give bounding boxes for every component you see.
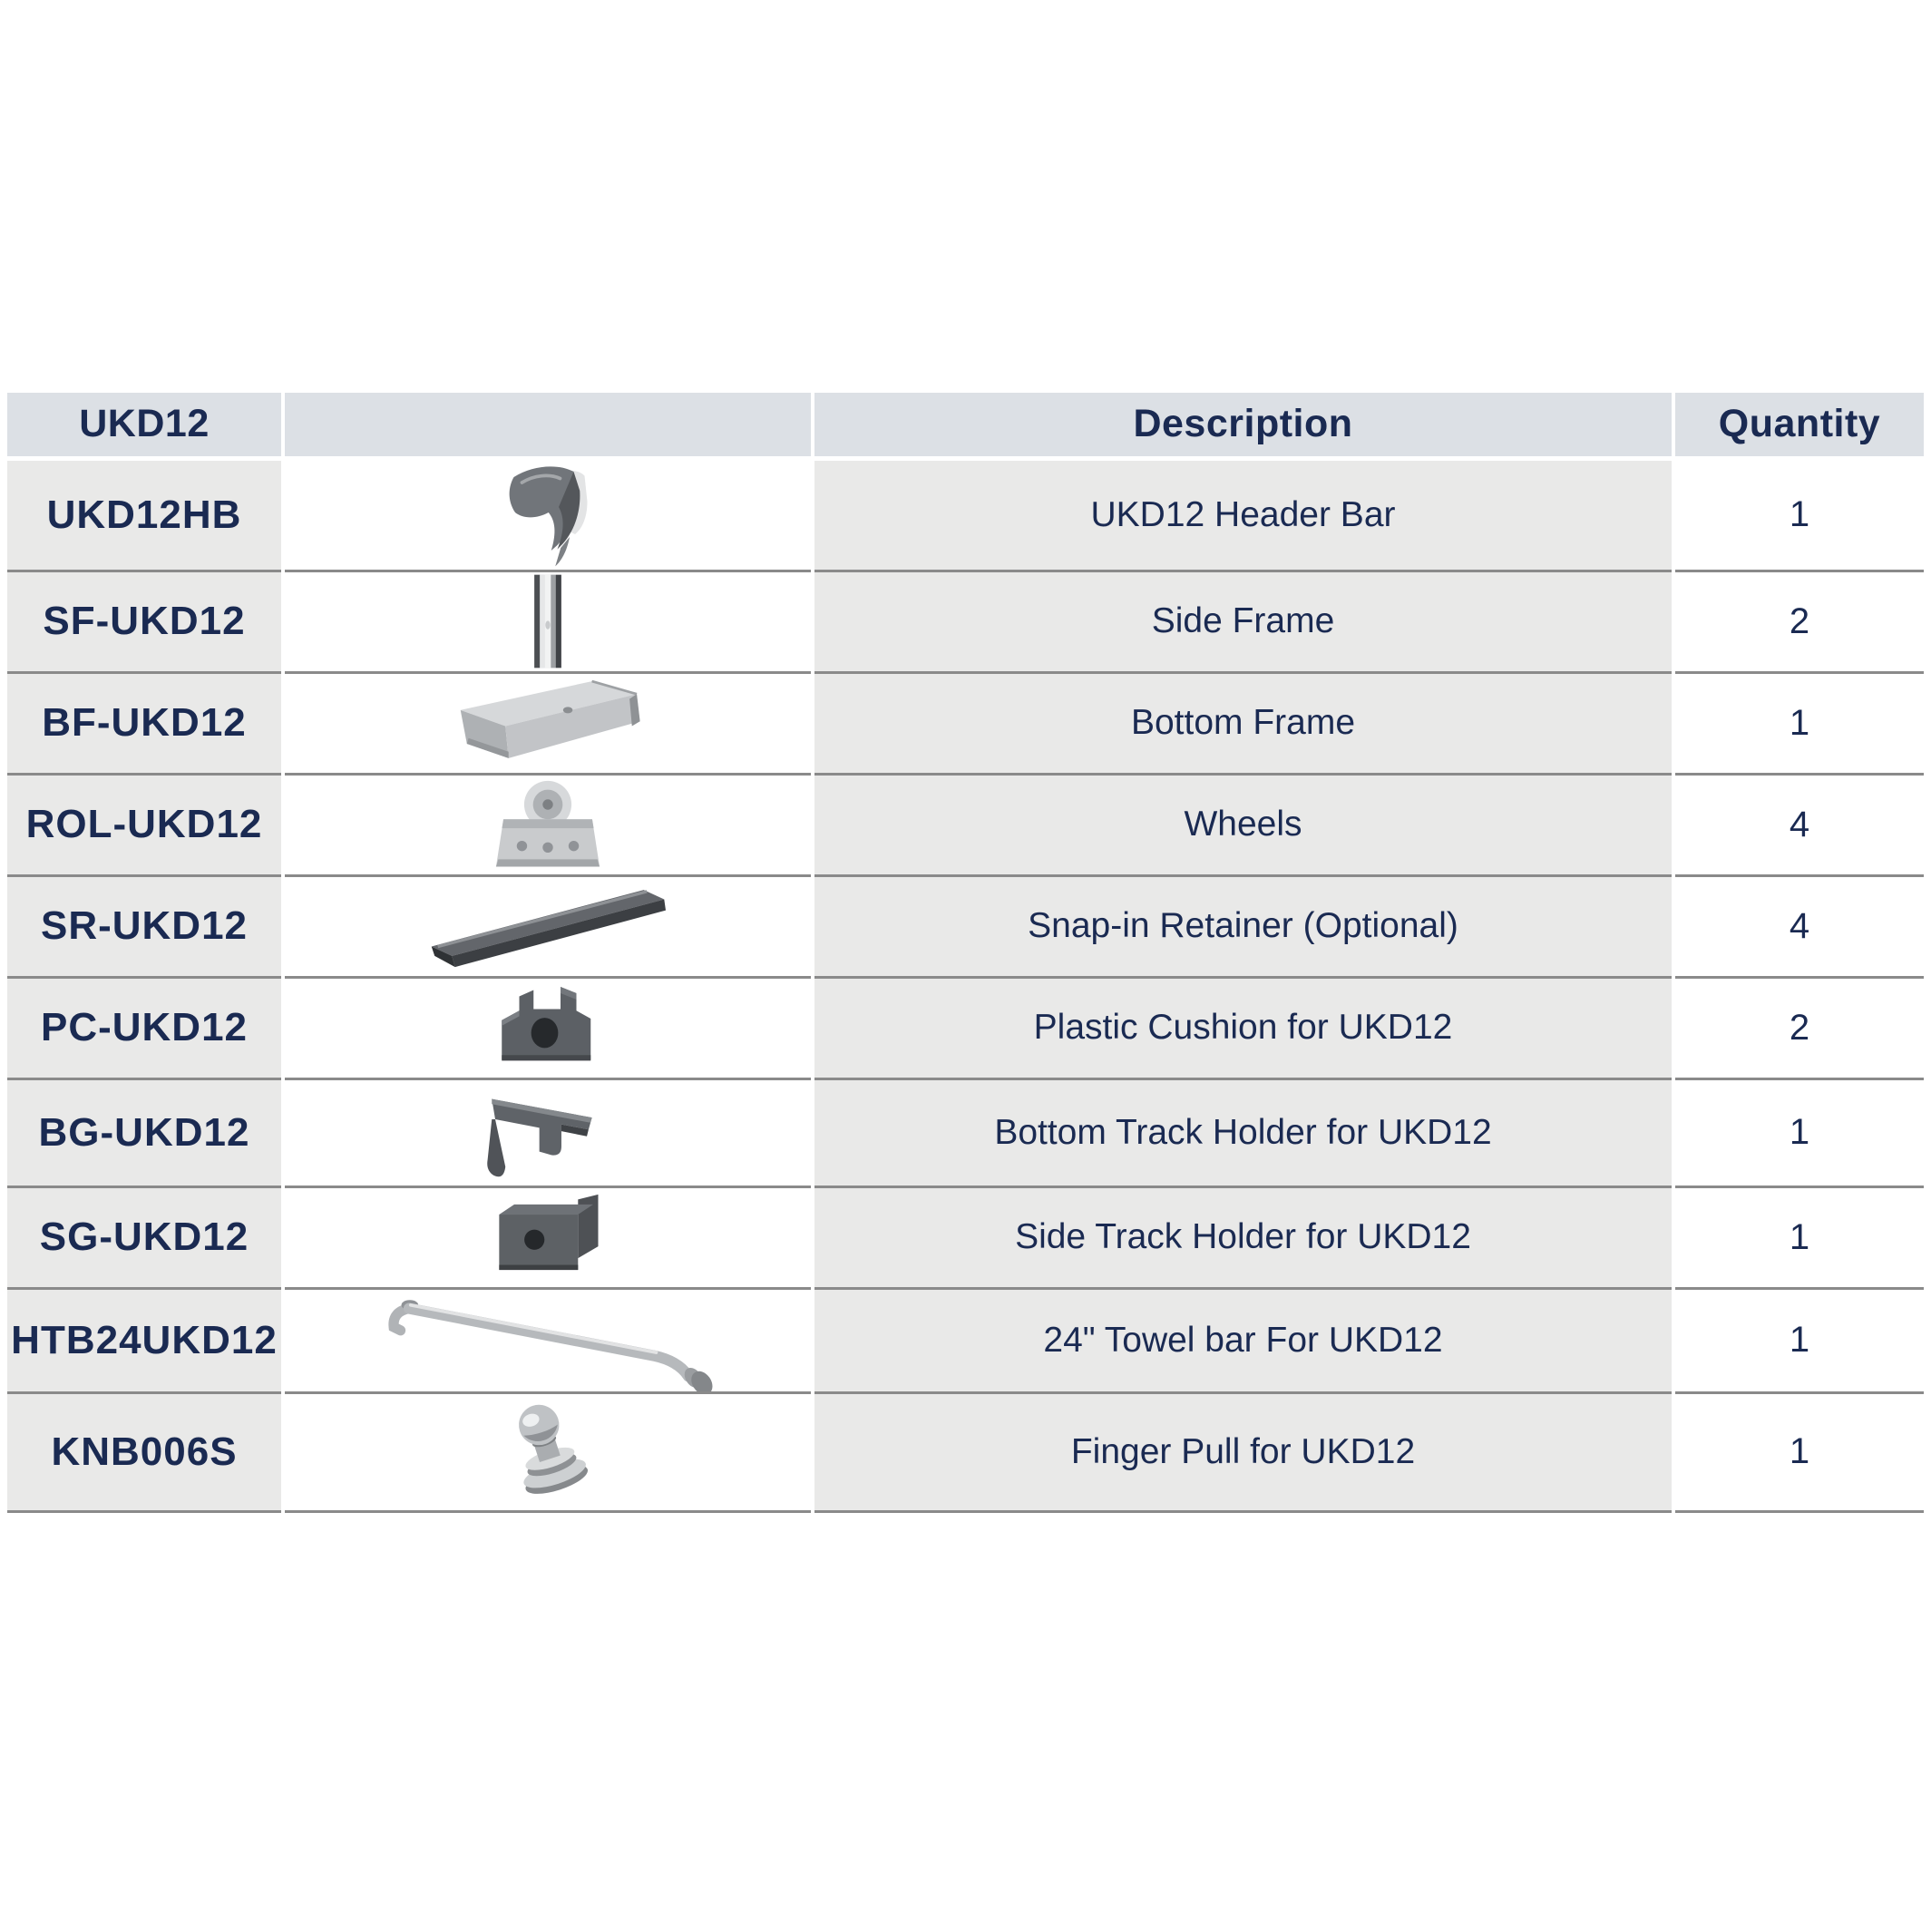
part-image-cell xyxy=(283,875,813,977)
description-cell: Side Track Holder for UKD12 xyxy=(813,1186,1673,1288)
column-header-quantity: Quantity xyxy=(1673,393,1924,458)
table-row xyxy=(7,571,1924,672)
column-header-image xyxy=(283,393,813,458)
side-track-holder-image xyxy=(481,1191,615,1283)
snap-in-retainer-image xyxy=(407,879,688,973)
quantity-cell: 4 xyxy=(1673,774,1924,875)
quantity-cell: 1 xyxy=(1673,1288,1924,1392)
table-row xyxy=(7,1186,1924,1288)
column-header-part-number: UKD12 xyxy=(7,393,283,458)
part-number-cell: BG-UKD12 xyxy=(7,1078,283,1186)
bottom-track-holder-image xyxy=(480,1080,616,1186)
quantity-cell: 1 xyxy=(1673,1392,1924,1511)
part-image-cell xyxy=(283,458,813,571)
description-cell: Wheels xyxy=(813,774,1673,875)
description-cell: Snap-in Retainer (Optional) xyxy=(813,875,1673,977)
quantity-cell: 1 xyxy=(1673,672,1924,774)
table-row xyxy=(7,875,1924,977)
part-image-cell xyxy=(283,1288,813,1392)
part-number-cell: ROL-UKD12 xyxy=(7,774,283,875)
part-number-cell: PC-UKD12 xyxy=(7,977,283,1078)
quantity-cell: 2 xyxy=(1673,977,1924,1078)
part-image-cell xyxy=(283,571,813,672)
table-row xyxy=(7,1078,1924,1186)
bottom-frame-image xyxy=(444,675,652,771)
quantity-cell: 1 xyxy=(1673,1078,1924,1186)
part-number-cell: SG-UKD12 xyxy=(7,1186,283,1288)
parts-table-body xyxy=(7,458,1924,1511)
parts-table xyxy=(7,393,1924,1513)
quantity-cell: 1 xyxy=(1673,1186,1924,1288)
part-number-cell: KNB006S xyxy=(7,1392,283,1511)
table-row xyxy=(7,458,1924,571)
header-row xyxy=(7,393,1924,458)
header-bar-image xyxy=(493,461,602,570)
part-image-cell xyxy=(283,1186,813,1288)
description-cell: UKD12 Header Bar xyxy=(813,458,1673,571)
part-number-cell: SR-UKD12 xyxy=(7,875,283,977)
table-row xyxy=(7,672,1924,774)
part-image-cell xyxy=(283,1392,813,1511)
part-image-cell xyxy=(283,774,813,875)
description-cell: 24" Towel bar For UKD12 xyxy=(813,1288,1673,1392)
description-cell: Plastic Cushion for UKD12 xyxy=(813,977,1673,1078)
table-row xyxy=(7,1392,1924,1511)
description-cell: Bottom Track Holder for UKD12 xyxy=(813,1078,1673,1186)
parts-table-header xyxy=(7,393,1924,458)
table-row xyxy=(7,774,1924,875)
part-number-cell: UKD12HB xyxy=(7,458,283,571)
plastic-cushion-image xyxy=(491,981,605,1076)
part-image-cell xyxy=(283,672,813,774)
side-frame-image xyxy=(528,572,568,670)
towel-bar-image xyxy=(357,1290,738,1391)
quantity-cell: 2 xyxy=(1673,571,1924,672)
part-number-cell: SF-UKD12 xyxy=(7,571,283,672)
part-number-cell: HTB24UKD12 xyxy=(7,1288,283,1392)
part-image-cell xyxy=(283,1078,813,1186)
finger-pull-image xyxy=(488,1394,608,1510)
description-cell: Finger Pull for UKD12 xyxy=(813,1392,1673,1511)
part-number-cell: BF-UKD12 xyxy=(7,672,283,774)
part-image-cell xyxy=(283,977,813,1078)
table-row xyxy=(7,1288,1924,1392)
quantity-cell: 4 xyxy=(1673,875,1924,977)
description-cell: Side Frame xyxy=(813,571,1673,672)
table-row xyxy=(7,977,1924,1078)
description-cell: Bottom Frame xyxy=(813,672,1673,774)
wheels-image xyxy=(480,776,616,873)
column-header-description: Description xyxy=(813,393,1673,458)
quantity-cell: 1 xyxy=(1673,458,1924,571)
